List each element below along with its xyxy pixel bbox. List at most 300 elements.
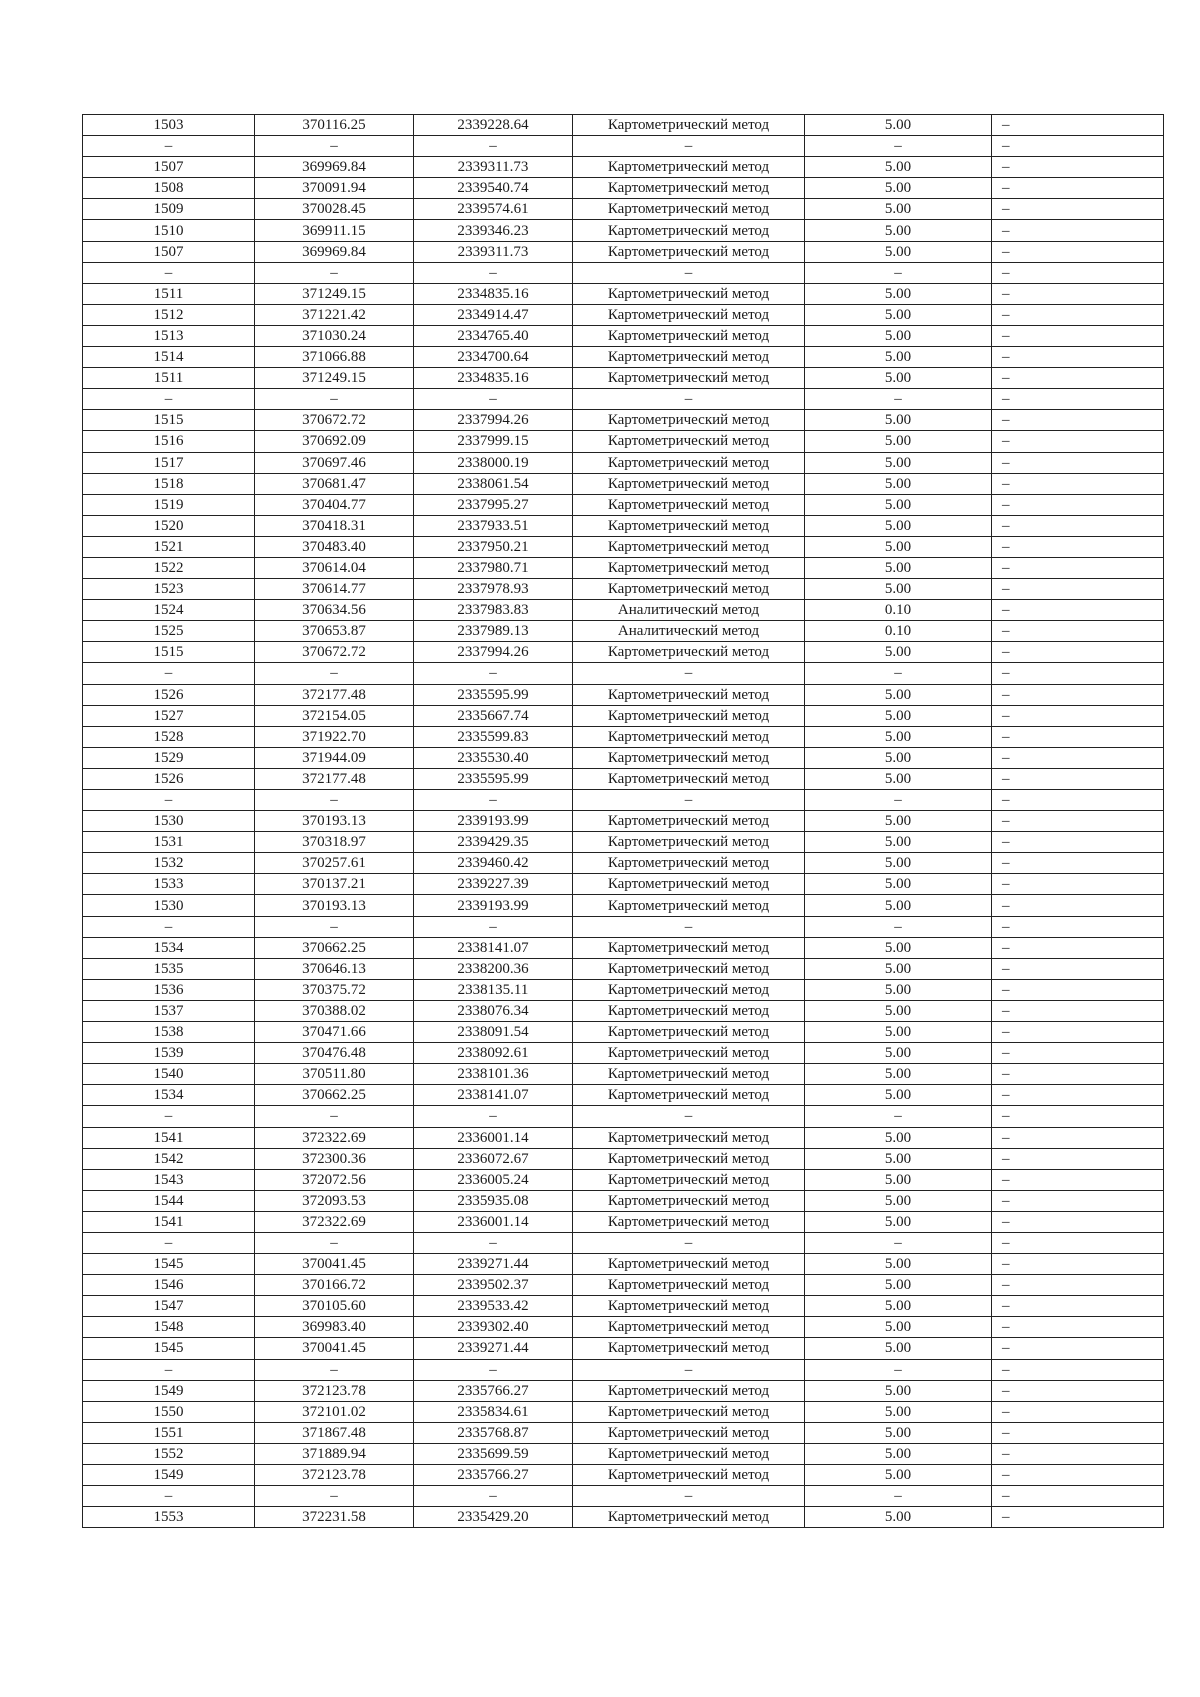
cell-y-coordinate: 2335429.20	[414, 1507, 573, 1528]
cell-point-number: 1550	[83, 1401, 255, 1422]
cell-note: –	[992, 790, 1164, 811]
cell-note: –	[992, 1422, 1164, 1443]
cell-note: –	[992, 304, 1164, 325]
cell-accuracy: 5.00	[805, 1401, 992, 1422]
cell-note: –	[992, 283, 1164, 304]
cell-y-coordinate: 2335935.08	[414, 1190, 573, 1211]
cell-y-coordinate: 2336001.14	[414, 1211, 573, 1232]
cell-x-coordinate: –	[255, 1359, 414, 1380]
table-row	[83, 874, 1164, 895]
cell-method: Картометрический метод	[573, 1022, 805, 1043]
table-row	[83, 747, 1164, 768]
cell-x-coordinate: 370404.77	[255, 494, 414, 515]
cell-y-coordinate: 2335667.74	[414, 705, 573, 726]
cell-x-coordinate: 370646.13	[255, 958, 414, 979]
cell-x-coordinate: 370257.61	[255, 853, 414, 874]
cell-x-coordinate: 371221.42	[255, 304, 414, 325]
cell-accuracy: 5.00	[805, 1000, 992, 1021]
cell-y-coordinate: 2334765.40	[414, 325, 573, 346]
cell-point-number: 1543	[83, 1169, 255, 1190]
cell-y-coordinate: 2335766.27	[414, 1380, 573, 1401]
cell-method: Картометрический метод	[573, 747, 805, 768]
cell-accuracy: 5.00	[805, 579, 992, 600]
cell-y-coordinate: –	[414, 136, 573, 157]
cell-method: Картометрический метод	[573, 304, 805, 325]
cell-point-number: –	[83, 916, 255, 937]
cell-y-coordinate: 2339271.44	[414, 1254, 573, 1275]
cell-accuracy: 5.00	[805, 747, 992, 768]
cell-accuracy: 5.00	[805, 557, 992, 578]
cell-accuracy: 5.00	[805, 1275, 992, 1296]
cell-point-number: 1545	[83, 1338, 255, 1359]
table-row	[83, 1127, 1164, 1148]
cell-method: Картометрический метод	[573, 1275, 805, 1296]
table-row	[83, 1169, 1164, 1190]
cell-method: –	[573, 916, 805, 937]
cell-point-number: –	[83, 1359, 255, 1380]
cell-y-coordinate: –	[414, 1359, 573, 1380]
cell-x-coordinate: 370318.97	[255, 832, 414, 853]
cell-y-coordinate: 2336072.67	[414, 1148, 573, 1169]
cell-accuracy: 5.00	[805, 1507, 992, 1528]
cell-method: Картометрический метод	[573, 1507, 805, 1528]
cell-point-number: –	[83, 1486, 255, 1507]
cell-note: –	[992, 1043, 1164, 1064]
cell-x-coordinate: 370662.25	[255, 1085, 414, 1106]
cell-point-number: 1540	[83, 1064, 255, 1085]
cell-x-coordinate: 370672.72	[255, 642, 414, 663]
cell-note: –	[992, 1317, 1164, 1338]
cell-accuracy: 5.00	[805, 1422, 992, 1443]
cell-method: Картометрический метод	[573, 958, 805, 979]
cell-y-coordinate: 2339311.73	[414, 157, 573, 178]
table-row	[83, 705, 1164, 726]
cell-method: Картометрический метод	[573, 1317, 805, 1338]
cell-y-coordinate: –	[414, 262, 573, 283]
cell-accuracy: 5.00	[805, 1169, 992, 1190]
cell-y-coordinate: 2335768.87	[414, 1422, 573, 1443]
cell-y-coordinate: 2337995.27	[414, 494, 573, 515]
cell-method: Картометрический метод	[573, 895, 805, 916]
cell-point-number: 1507	[83, 241, 255, 262]
cell-point-number: 1522	[83, 557, 255, 578]
table-row	[83, 579, 1164, 600]
cell-method: Картометрический метод	[573, 768, 805, 789]
cell-accuracy: –	[805, 136, 992, 157]
cell-x-coordinate: –	[255, 262, 414, 283]
cell-x-coordinate: 372322.69	[255, 1211, 414, 1232]
cell-y-coordinate: 2337978.93	[414, 579, 573, 600]
table-row	[83, 937, 1164, 958]
cell-y-coordinate: 2338076.34	[414, 1000, 573, 1021]
table-row	[83, 958, 1164, 979]
cell-point-number: 1520	[83, 515, 255, 536]
cell-y-coordinate: 2334914.47	[414, 304, 573, 325]
cell-note: –	[992, 1507, 1164, 1528]
table-row	[83, 1211, 1164, 1232]
cell-note: –	[992, 325, 1164, 346]
cell-y-coordinate: 2334835.16	[414, 368, 573, 389]
table-row	[83, 642, 1164, 663]
cell-y-coordinate: 2335766.27	[414, 1465, 573, 1486]
cell-point-number: 1508	[83, 178, 255, 199]
cell-x-coordinate: –	[255, 389, 414, 410]
cell-method: Картометрический метод	[573, 1148, 805, 1169]
cell-y-coordinate: 2335599.83	[414, 726, 573, 747]
cell-y-coordinate: 2338200.36	[414, 958, 573, 979]
cell-x-coordinate: 372101.02	[255, 1401, 414, 1422]
cell-y-coordinate: –	[414, 790, 573, 811]
cell-method: Картометрический метод	[573, 684, 805, 705]
cell-note: –	[992, 115, 1164, 136]
table-row	[83, 536, 1164, 557]
cell-accuracy: 5.00	[805, 874, 992, 895]
cell-accuracy: 5.00	[805, 283, 992, 304]
cell-method: Аналитический метод	[573, 621, 805, 642]
cell-point-number: 1516	[83, 431, 255, 452]
table-row	[83, 916, 1164, 937]
table-row	[83, 1148, 1164, 1169]
table-row	[83, 1232, 1164, 1253]
cell-note: –	[992, 431, 1164, 452]
cell-point-number: 1511	[83, 283, 255, 304]
cell-point-number: 1519	[83, 494, 255, 515]
table-row	[83, 220, 1164, 241]
cell-method: Картометрический метод	[573, 178, 805, 199]
cell-point-number: 1530	[83, 811, 255, 832]
cell-method: Картометрический метод	[573, 1169, 805, 1190]
cell-note: –	[992, 1486, 1164, 1507]
cell-note: –	[992, 874, 1164, 895]
table-row	[83, 1507, 1164, 1528]
cell-x-coordinate: 370041.45	[255, 1254, 414, 1275]
cell-method: –	[573, 790, 805, 811]
cell-method: Картометрический метод	[573, 1254, 805, 1275]
table-row	[83, 1486, 1164, 1507]
table-row	[83, 853, 1164, 874]
cell-point-number: 1534	[83, 937, 255, 958]
cell-x-coordinate: 370137.21	[255, 874, 414, 895]
table-row	[83, 1106, 1164, 1127]
cell-accuracy: 5.00	[805, 304, 992, 325]
cell-method: Картометрический метод	[573, 473, 805, 494]
cell-x-coordinate: 372123.78	[255, 1380, 414, 1401]
cell-y-coordinate: 2339302.40	[414, 1317, 573, 1338]
cell-point-number: –	[83, 262, 255, 283]
cell-x-coordinate: 372177.48	[255, 768, 414, 789]
cell-note: –	[992, 1254, 1164, 1275]
cell-note: –	[992, 663, 1164, 684]
cell-y-coordinate: 2339311.73	[414, 241, 573, 262]
table-row	[83, 790, 1164, 811]
table-row	[83, 283, 1164, 304]
cell-point-number: –	[83, 1232, 255, 1253]
table-row	[83, 1380, 1164, 1401]
cell-point-number: –	[83, 136, 255, 157]
cell-y-coordinate: 2338141.07	[414, 1085, 573, 1106]
cell-x-coordinate: 370041.45	[255, 1338, 414, 1359]
table-row	[83, 1443, 1164, 1464]
cell-y-coordinate: 2339227.39	[414, 874, 573, 895]
cell-method: Картометрический метод	[573, 199, 805, 220]
cell-x-coordinate: 370681.47	[255, 473, 414, 494]
cell-y-coordinate: 2337994.26	[414, 642, 573, 663]
cell-accuracy: –	[805, 1359, 992, 1380]
cell-note: –	[992, 1085, 1164, 1106]
cell-x-coordinate: 371944.09	[255, 747, 414, 768]
cell-method: Картометрический метод	[573, 1296, 805, 1317]
cell-note: –	[992, 705, 1164, 726]
cell-accuracy: 0.10	[805, 621, 992, 642]
cell-note: –	[992, 557, 1164, 578]
cell-y-coordinate: –	[414, 1486, 573, 1507]
table-row	[83, 178, 1164, 199]
cell-y-coordinate: 2338135.11	[414, 979, 573, 1000]
cell-method: Картометрический метод	[573, 115, 805, 136]
cell-method: Картометрический метод	[573, 1401, 805, 1422]
cell-y-coordinate: 2335699.59	[414, 1443, 573, 1464]
cell-x-coordinate: –	[255, 136, 414, 157]
cell-x-coordinate: –	[255, 1486, 414, 1507]
cell-accuracy: –	[805, 790, 992, 811]
cell-note: –	[992, 199, 1164, 220]
cell-x-coordinate: 372231.58	[255, 1507, 414, 1528]
cell-method: Картометрический метод	[573, 452, 805, 473]
table-row	[83, 1401, 1164, 1422]
cell-y-coordinate: 2338141.07	[414, 937, 573, 958]
cell-accuracy: 5.00	[805, 178, 992, 199]
cell-point-number: 1551	[83, 1422, 255, 1443]
cell-method: Картометрический метод	[573, 1190, 805, 1211]
cell-point-number: 1510	[83, 220, 255, 241]
coordinates-table-body	[83, 115, 1164, 1528]
cell-y-coordinate: 2335595.99	[414, 768, 573, 789]
cell-point-number: 1535	[83, 958, 255, 979]
coordinates-table	[82, 114, 1164, 1528]
cell-point-number: 1509	[83, 199, 255, 220]
cell-x-coordinate: 369969.84	[255, 241, 414, 262]
cell-point-number: 1548	[83, 1317, 255, 1338]
cell-y-coordinate: 2336001.14	[414, 1127, 573, 1148]
cell-point-number: 1549	[83, 1380, 255, 1401]
table-row	[83, 199, 1164, 220]
cell-point-number: 1524	[83, 600, 255, 621]
cell-y-coordinate: –	[414, 389, 573, 410]
cell-x-coordinate: –	[255, 1106, 414, 1127]
cell-method: Картометрический метод	[573, 1443, 805, 1464]
table-row	[83, 811, 1164, 832]
cell-point-number: 1533	[83, 874, 255, 895]
cell-y-coordinate: 2338000.19	[414, 452, 573, 473]
cell-y-coordinate: 2335530.40	[414, 747, 573, 768]
cell-y-coordinate: 2339193.99	[414, 811, 573, 832]
cell-point-number: 1526	[83, 684, 255, 705]
cell-accuracy: 5.00	[805, 1443, 992, 1464]
cell-y-coordinate: 2337933.51	[414, 515, 573, 536]
cell-note: –	[992, 178, 1164, 199]
table-row	[83, 979, 1164, 1000]
cell-point-number: 1539	[83, 1043, 255, 1064]
table-row	[83, 768, 1164, 789]
cell-point-number: 1523	[83, 579, 255, 600]
cell-note: –	[992, 536, 1164, 557]
table-row	[83, 389, 1164, 410]
cell-accuracy: 5.00	[805, 1085, 992, 1106]
cell-point-number: 1528	[83, 726, 255, 747]
cell-accuracy: 5.00	[805, 684, 992, 705]
cell-y-coordinate: 2339540.74	[414, 178, 573, 199]
cell-accuracy: 5.00	[805, 853, 992, 874]
cell-note: –	[992, 895, 1164, 916]
cell-accuracy: 5.00	[805, 431, 992, 452]
cell-y-coordinate: –	[414, 1106, 573, 1127]
table-row	[83, 157, 1164, 178]
table-row	[83, 1022, 1164, 1043]
cell-accuracy: 5.00	[805, 1380, 992, 1401]
cell-x-coordinate: 370388.02	[255, 1000, 414, 1021]
table-row	[83, 347, 1164, 368]
cell-y-coordinate: 2334700.64	[414, 347, 573, 368]
table-row	[83, 515, 1164, 536]
cell-note: –	[992, 347, 1164, 368]
cell-y-coordinate: 2337950.21	[414, 536, 573, 557]
cell-x-coordinate: 370193.13	[255, 895, 414, 916]
cell-y-coordinate: –	[414, 1232, 573, 1253]
cell-accuracy: –	[805, 916, 992, 937]
cell-note: –	[992, 916, 1164, 937]
table-row	[83, 494, 1164, 515]
table-row	[83, 663, 1164, 684]
cell-x-coordinate: 372177.48	[255, 684, 414, 705]
cell-point-number: 1549	[83, 1465, 255, 1486]
table-row	[83, 241, 1164, 262]
cell-accuracy: 5.00	[805, 979, 992, 1000]
table-row	[83, 1085, 1164, 1106]
cell-accuracy: –	[805, 663, 992, 684]
cell-y-coordinate: 2339193.99	[414, 895, 573, 916]
cell-accuracy: –	[805, 1486, 992, 1507]
cell-point-number: 1546	[83, 1275, 255, 1296]
cell-accuracy: –	[805, 389, 992, 410]
cell-x-coordinate: 372093.53	[255, 1190, 414, 1211]
table-row	[83, 621, 1164, 642]
cell-accuracy: 5.00	[805, 536, 992, 557]
table-row	[83, 832, 1164, 853]
cell-x-coordinate: –	[255, 663, 414, 684]
cell-note: –	[992, 768, 1164, 789]
table-row	[83, 262, 1164, 283]
cell-point-number: 1542	[83, 1148, 255, 1169]
cell-method: –	[573, 1486, 805, 1507]
cell-point-number: 1553	[83, 1507, 255, 1528]
cell-note: –	[992, 684, 1164, 705]
cell-method: Картометрический метод	[573, 410, 805, 431]
table-row	[83, 726, 1164, 747]
cell-x-coordinate: 370116.25	[255, 115, 414, 136]
cell-note: –	[992, 1380, 1164, 1401]
cell-method: Картометрический метод	[573, 874, 805, 895]
cell-method: Картометрический метод	[573, 347, 805, 368]
cell-x-coordinate: 370662.25	[255, 937, 414, 958]
table-row	[83, 1465, 1164, 1486]
cell-accuracy: 5.00	[805, 1043, 992, 1064]
table-row	[83, 304, 1164, 325]
cell-note: –	[992, 157, 1164, 178]
cell-method: Картометрический метод	[573, 157, 805, 178]
cell-accuracy: 5.00	[805, 1022, 992, 1043]
cell-method: Картометрический метод	[573, 811, 805, 832]
cell-accuracy: –	[805, 1106, 992, 1127]
cell-x-coordinate: 370193.13	[255, 811, 414, 832]
cell-note: –	[992, 1211, 1164, 1232]
cell-accuracy: 5.00	[805, 768, 992, 789]
cell-y-coordinate: 2338091.54	[414, 1022, 573, 1043]
cell-note: –	[992, 937, 1164, 958]
cell-x-coordinate: 371867.48	[255, 1422, 414, 1443]
cell-method: Картометрический метод	[573, 642, 805, 663]
cell-point-number: 1537	[83, 1000, 255, 1021]
cell-x-coordinate: 372300.36	[255, 1148, 414, 1169]
cell-accuracy: 5.00	[805, 642, 992, 663]
cell-accuracy: 5.00	[805, 726, 992, 747]
cell-point-number: 1541	[83, 1211, 255, 1232]
cell-note: –	[992, 136, 1164, 157]
cell-note: –	[992, 515, 1164, 536]
cell-x-coordinate: 371249.15	[255, 283, 414, 304]
cell-point-number: 1531	[83, 832, 255, 853]
cell-point-number: 1503	[83, 115, 255, 136]
table-row	[83, 1000, 1164, 1021]
cell-accuracy: 5.00	[805, 1211, 992, 1232]
cell-method: Аналитический метод	[573, 600, 805, 621]
cell-point-number: 1534	[83, 1085, 255, 1106]
cell-accuracy: 5.00	[805, 937, 992, 958]
table-row	[83, 452, 1164, 473]
cell-point-number: 1515	[83, 410, 255, 431]
cell-note: –	[992, 1127, 1164, 1148]
cell-method: Картометрический метод	[573, 979, 805, 1000]
cell-method: Картометрический метод	[573, 325, 805, 346]
cell-point-number: 1518	[83, 473, 255, 494]
cell-point-number: 1512	[83, 304, 255, 325]
cell-method: –	[573, 136, 805, 157]
cell-note: –	[992, 1275, 1164, 1296]
cell-x-coordinate: –	[255, 916, 414, 937]
table-row	[83, 325, 1164, 346]
cell-y-coordinate: 2339346.23	[414, 220, 573, 241]
cell-note: –	[992, 832, 1164, 853]
table-row	[83, 136, 1164, 157]
cell-y-coordinate: 2334835.16	[414, 283, 573, 304]
cell-method: Картометрический метод	[573, 853, 805, 874]
cell-accuracy: –	[805, 262, 992, 283]
cell-note: –	[992, 979, 1164, 1000]
cell-point-number: 1527	[83, 705, 255, 726]
cell-method: Картометрический метод	[573, 579, 805, 600]
cell-point-number: 1507	[83, 157, 255, 178]
cell-note: –	[992, 747, 1164, 768]
cell-point-number: 1552	[83, 1443, 255, 1464]
table-row	[83, 684, 1164, 705]
cell-accuracy: 5.00	[805, 473, 992, 494]
table-row	[83, 115, 1164, 136]
cell-accuracy: 5.00	[805, 1127, 992, 1148]
cell-method: Картометрический метод	[573, 536, 805, 557]
cell-y-coordinate: 2339574.61	[414, 199, 573, 220]
cell-point-number: 1530	[83, 895, 255, 916]
cell-accuracy: 5.00	[805, 1254, 992, 1275]
cell-point-number: 1514	[83, 347, 255, 368]
